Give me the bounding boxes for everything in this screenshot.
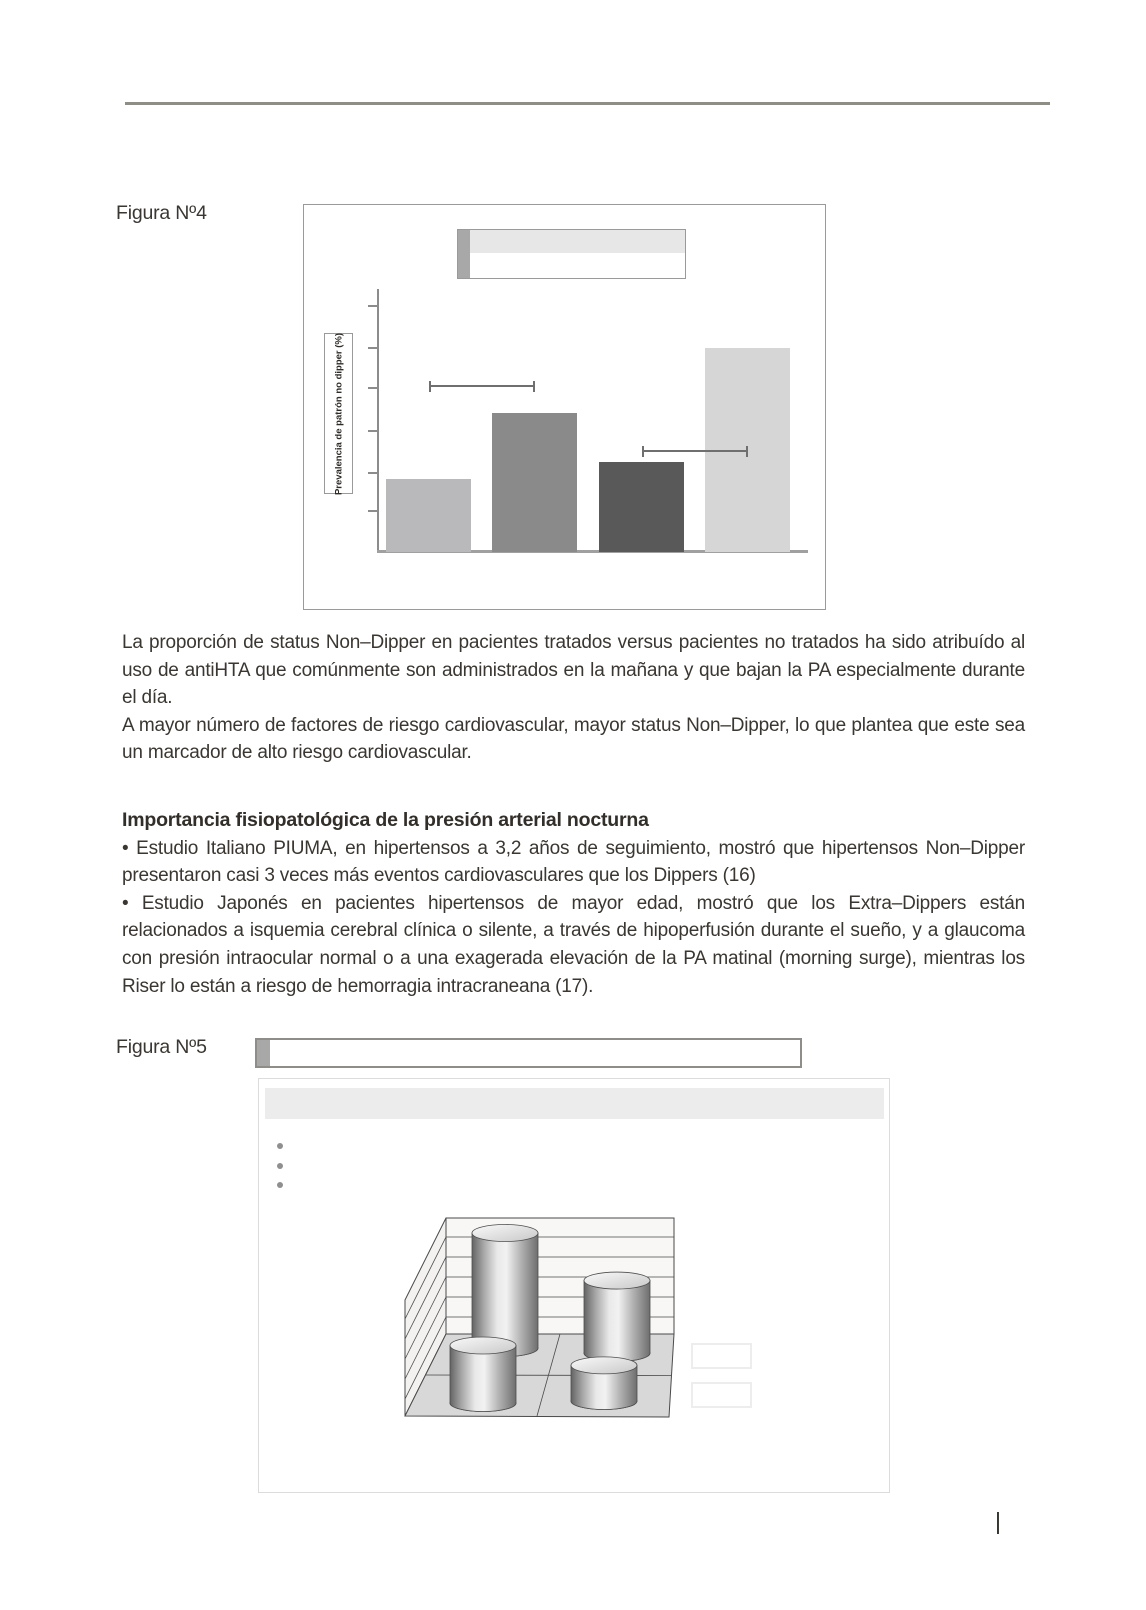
bullet-dot-icon [277, 1163, 283, 1169]
title-band [470, 230, 685, 253]
bar [492, 413, 577, 552]
significance-bracket [642, 450, 748, 452]
figure4-label: Figura Nº4 [116, 202, 207, 224]
figure5-legend-box [691, 1382, 752, 1408]
page-footer-mark: | [995, 1508, 1001, 1534]
figure5-title-placeholder [255, 1038, 802, 1068]
y-axis-tick [368, 387, 378, 389]
significance-bracket [429, 385, 535, 387]
cylinder-bar [450, 1337, 516, 1412]
figure5-header-band [265, 1088, 884, 1119]
bullet-dot-icon [277, 1182, 283, 1188]
title-strip [458, 230, 470, 278]
y-axis-label: Prevalencia de patrón no dipper (%) [333, 332, 344, 495]
y-axis-tick [368, 305, 378, 307]
body-text [122, 629, 1025, 1000]
y-axis-tick [368, 430, 378, 432]
bar [599, 462, 684, 552]
y-axis-line [377, 289, 379, 552]
figure4-chart [303, 204, 826, 610]
header-rule [125, 102, 1050, 105]
y-axis-tick [368, 510, 378, 512]
bullet-paragraph: • Estudio Japonés en pacientes hipertensos de mayor edad, mostró que los Extra–Dippers están relacionados a isquemia cerebral clínica o silente, a través de hipoperfusión durante el sueño, y a glaucoma con presión intraocular normal o a una exagerada elevación de la PA matinal (morning surge), mientras los Riser lo están a riesgo de hemorragia intracraneana (17). [122, 892, 1025, 997]
title-strip [257, 1040, 270, 1066]
paragraph: La proporción de status Non–Dipper en pacientes tratados versus pacientes no tratados ha sido atribuído al uso de antiHTA que comúnmente son administrados en la mañana y que bajan la PA especialmente durante el día. [122, 632, 1025, 709]
bar [386, 479, 471, 552]
section-heading: Importancia fisiopatológica de la presión arterial nocturna [122, 808, 649, 831]
cylinder-bar [584, 1272, 650, 1361]
paragraph: A mayor número de factores de riesgo cardiovascular, mayor status Non–Dipper, lo que plantea que este sea un marcador de alto riesgo cardiovascular. [122, 714, 1025, 764]
figure5-3d-plot [399, 1211, 679, 1423]
bullet-dot-icon [277, 1143, 283, 1149]
bullet-paragraph: • Estudio Italiano PIUMA, en hipertensos a 3,2 años de seguimiento, mostró que hipertensos Non–Dipper presentaron casi 3 veces más eventos cardiovasculares que los Dippers (16) [122, 837, 1025, 887]
figure4-y-axis-label-box [324, 333, 353, 494]
figure5-label: Figura Nº5 [116, 1036, 207, 1058]
figure5-chart [258, 1078, 890, 1493]
y-axis-tick [368, 347, 378, 349]
y-axis-tick [368, 472, 378, 474]
figure4-title-placeholder [457, 229, 686, 279]
cylinder-bar [571, 1357, 637, 1410]
figure5-legend-box [691, 1343, 752, 1369]
